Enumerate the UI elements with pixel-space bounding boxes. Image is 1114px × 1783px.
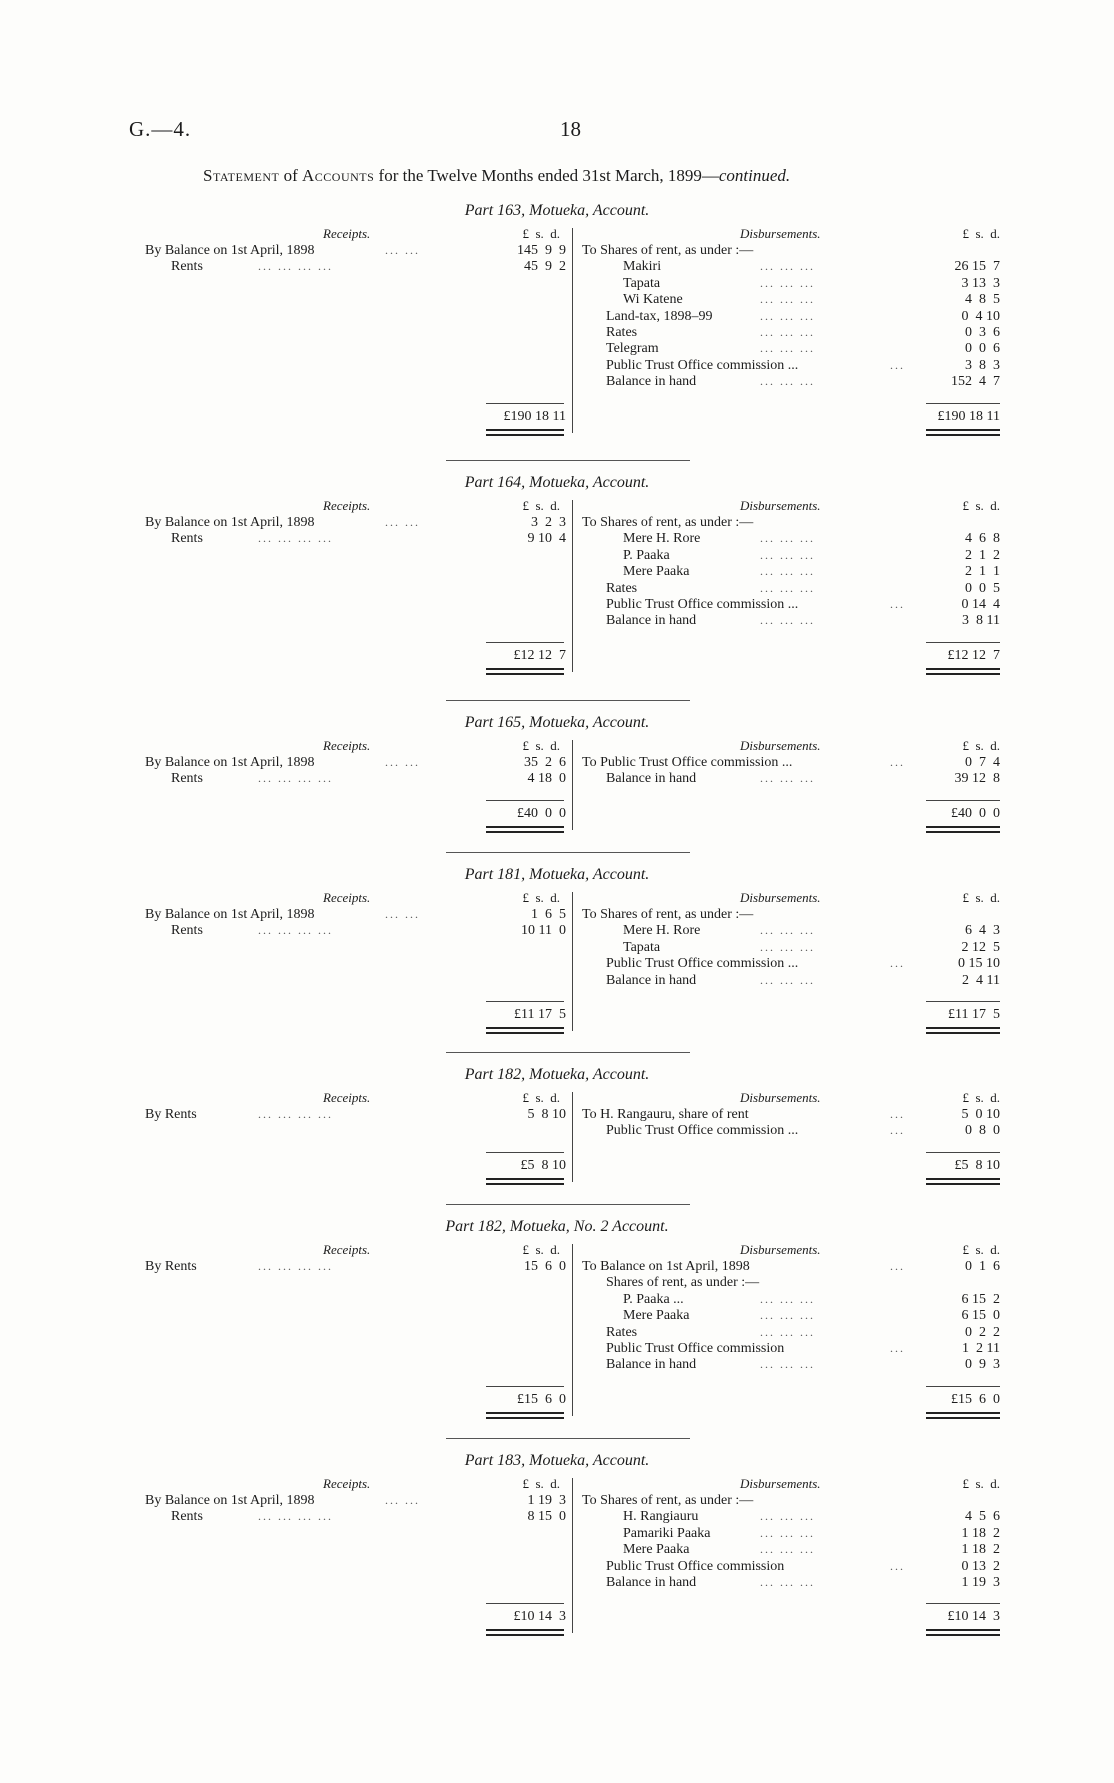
receipts-lsd-heading: £ s. d. (522, 226, 560, 241)
disbursements-heading: Disbursements. (740, 1476, 821, 1491)
disbursements-double-rule (926, 429, 1000, 436)
leader-dots: ... (890, 1558, 905, 1573)
receipts-heading: Receipts. (323, 1476, 371, 1491)
leader-dots: ... ... ... (760, 547, 815, 562)
receipt-amount: 8 15 0 (527, 1509, 566, 1525)
leader-dots: ... ... ... (760, 308, 815, 323)
account-title: Part 164, Motueka, Account. (464, 474, 650, 491)
leader-dots: ... ... ... (760, 1324, 815, 1339)
section-divider (446, 1052, 690, 1053)
leader-dots: ... ... ... (760, 531, 815, 546)
disbursement-line: P. Paaka (623, 547, 670, 563)
leader-dots: ... ... ... (760, 564, 815, 579)
leader-dots: ... ... ... ... (258, 1509, 333, 1524)
disbursements-heading: Disbursements. (740, 498, 821, 513)
disbursement-amount: 0 0 6 (965, 341, 1000, 357)
leader-dots: ... ... ... (760, 259, 815, 274)
receipts-heading: Receipts. (323, 226, 371, 241)
disbursements-total: £12 12 7 (947, 647, 1000, 663)
leader-dots: ... ... ... ... (258, 531, 333, 546)
leader-dots: ... ... (385, 755, 420, 769)
disbursement-line: H. Rangiauru (623, 1509, 699, 1525)
receipt-text: Rents (171, 259, 203, 275)
disbursement-amount: 6 4 3 (965, 923, 1000, 939)
leader-dots: ... ... ... (760, 1308, 815, 1323)
receipts-lsd-heading: £ s. d. (522, 890, 560, 905)
disbursement-line: Land-tax, 1898–99 (606, 308, 713, 324)
disbursement-amount: 4 6 8 (965, 531, 1000, 547)
leader-dots: ... (890, 1107, 905, 1121)
disbursement-line: Wi Katene (623, 292, 683, 308)
receipt-text: By Rents (145, 1107, 197, 1122)
column-divider (572, 892, 573, 1031)
disbursement-line: To Shares of rent, as under :— (582, 1493, 754, 1508)
leader-dots: ... ... ... ... (258, 771, 333, 786)
receipt-line (145, 515, 315, 531)
disbursement-line: Balance in hand (606, 374, 697, 390)
leader-dots: ... ... (385, 515, 420, 529)
receipts-double-rule (486, 826, 564, 833)
disbursements-lsd-heading: £ s. d. (962, 1090, 1000, 1105)
receipt-text: By Balance on 1st April, 1898 (145, 515, 315, 530)
receipt-amount: 15 6 0 (524, 1259, 566, 1274)
leader-dots: ... ... ... (760, 275, 815, 290)
column-divider (572, 1478, 573, 1633)
receipts-total: £190 18 11 (503, 408, 566, 424)
receipt-line (145, 755, 315, 771)
disbursement-amount: 0 4 10 (961, 308, 1000, 324)
disbursement-line: Mere H. Rore (623, 531, 701, 547)
disbursement-amount: 3 8 11 (962, 613, 1000, 629)
receipts-double-rule (486, 1027, 564, 1034)
account-title: Part 182, Motueka, No. 2 Account. (445, 1218, 669, 1235)
receipts-lsd-heading: £ s. d. (522, 498, 560, 513)
disbursement-line: Rates (606, 580, 638, 596)
leader-dots: ... ... ... ... (258, 1107, 333, 1121)
statement-word-3: Accounts (302, 166, 375, 185)
receipts-total: £15 6 0 (517, 1391, 566, 1407)
receipt-amount: 145 9 9 (517, 243, 566, 258)
receipts-total: £12 12 7 (513, 647, 566, 663)
receipts-heading: Receipts. (323, 890, 371, 905)
receipt-amount: 35 2 6 (524, 755, 566, 770)
disbursement-amount: 4 8 5 (965, 292, 1000, 308)
disbursement-amount: 152 4 7 (951, 374, 1000, 390)
disbursement-amount: 2 1 2 (965, 547, 1000, 563)
receipt-text: By Balance on 1st April, 1898 (145, 1493, 315, 1508)
disbursements-heading: Disbursements. (740, 1242, 821, 1257)
disbursements-total: £10 14 3 (947, 1609, 1000, 1625)
receipt-text: By Balance on 1st April, 1898 (145, 907, 315, 922)
leader-dots: ... ... ... (760, 1509, 815, 1524)
disbursements-total: £190 18 11 (937, 408, 1000, 424)
receipts-double-rule (486, 1412, 564, 1419)
disbursements-double-rule (926, 668, 1000, 675)
receipts-heading: Receipts. (323, 738, 371, 753)
receipt-amount: 4 18 0 (527, 771, 566, 787)
statement-title (203, 166, 790, 186)
receipts-total: £11 17 5 (514, 1007, 566, 1022)
disbursement-line: To H. Rangauru, share of rent (582, 1107, 749, 1122)
leader-dots: ... ... ... (760, 325, 815, 339)
account-title: Part 183, Motueka, Account. (464, 1452, 650, 1469)
disbursement-line: P. Paaka ... (623, 1291, 684, 1307)
disbursement-amount: 0 3 6 (965, 325, 1000, 340)
receipts-heading: Receipts. (323, 1242, 371, 1257)
receipt-line (171, 259, 203, 275)
disbursements-heading: Disbursements. (740, 1090, 821, 1105)
leader-dots: ... ... ... (760, 972, 815, 987)
disbursements-double-rule (926, 1027, 1000, 1034)
disbursements-sum-rule (926, 403, 1000, 404)
disbursement-amount: 0 7 4 (965, 755, 1000, 770)
receipt-text: Rents (171, 923, 203, 939)
leader-dots: ... ... ... (760, 939, 815, 954)
section-divider (446, 1438, 690, 1439)
receipts-total: £5 8 10 (520, 1157, 566, 1173)
receipts-double-rule (486, 429, 564, 436)
column-divider (572, 1092, 573, 1182)
receipts-heading: Receipts. (323, 1090, 371, 1105)
receipt-amount: 1 6 5 (531, 907, 566, 922)
disbursement-line: Mere Paaka (623, 1308, 690, 1324)
disbursement-line: Public Trust Office commission ... (606, 1123, 799, 1139)
disbursements-sum-rule (926, 1152, 1000, 1153)
leader-dots: ... ... ... (760, 341, 815, 356)
receipt-text: By Balance on 1st April, 1898 (145, 243, 315, 258)
disbursement-line: To Public Trust Office commission ... (582, 755, 793, 770)
statement-word-2: of (283, 166, 298, 185)
disbursement-amount: 0 0 5 (965, 580, 1000, 596)
disbursement-line: Public Trust Office commission (606, 1341, 785, 1356)
disbursement-amount: 0 1 6 (965, 1259, 1000, 1274)
column-divider (572, 740, 573, 830)
disbursement-line: Tapata (623, 939, 661, 955)
receipt-amount: 10 11 0 (521, 923, 566, 939)
disbursement-line: Telegram (606, 341, 659, 357)
disbursements-total: £15 6 0 (951, 1391, 1000, 1407)
disbursement-amount: 0 13 2 (961, 1558, 1000, 1574)
disbursement-amount: 1 2 11 (962, 1341, 1000, 1356)
disbursements-double-rule (926, 826, 1000, 833)
leader-dots: ... ... ... (760, 1357, 815, 1372)
disbursement-line: To Balance on 1st April, 1898 (582, 1259, 750, 1274)
disbursements-total: £5 8 10 (954, 1157, 1000, 1173)
statement-continued: continued. (718, 166, 791, 185)
disbursement-amount: 4 5 6 (965, 1509, 1000, 1525)
receipt-line (145, 243, 315, 259)
receipt-text: Rents (171, 1509, 203, 1525)
disbursement-line: Mere Paaka (623, 564, 690, 580)
leader-dots: ... ... (385, 907, 420, 921)
receipts-sum-rule (486, 1001, 564, 1002)
disbursement-amount: 0 14 4 (961, 597, 1000, 612)
leader-dots: ... ... ... ... (258, 923, 333, 938)
disbursement-line: Balance in hand (606, 771, 697, 787)
leader-dots: ... ... ... ... (258, 259, 333, 274)
disbursement-amount: 0 9 3 (965, 1357, 1000, 1373)
disbursement-line: To Shares of rent, as under :— (582, 515, 754, 530)
disbursement-amount: 0 2 2 (965, 1324, 1000, 1340)
disbursement-line: Public Trust Office commission ... (606, 597, 799, 612)
receipt-text: Rents (171, 771, 203, 787)
receipt-line (171, 923, 203, 939)
receipt-amount: 3 2 3 (531, 515, 566, 530)
account-title: Part 165, Motueka, Account. (464, 714, 650, 731)
disbursement-line: Public Trust Office commission ... (606, 956, 799, 972)
disbursements-heading: Disbursements. (740, 738, 821, 753)
disbursement-line: Balance in hand (606, 1357, 697, 1373)
leader-dots: ... (890, 956, 905, 971)
disbursements-double-rule (926, 1178, 1000, 1185)
disbursement-line: Mere Paaka (623, 1542, 690, 1558)
receipt-amount: 1 19 3 (527, 1493, 566, 1508)
receipt-line (171, 771, 203, 787)
leader-dots: ... (890, 1341, 905, 1355)
disbursement-line: Makiri (623, 259, 662, 275)
receipts-lsd-heading: £ s. d. (522, 1476, 560, 1491)
disbursements-lsd-heading: £ s. d. (962, 498, 1000, 513)
receipts-total: £10 14 3 (513, 1609, 566, 1625)
disbursements-heading: Disbursements. (740, 226, 821, 241)
section-divider (446, 700, 690, 701)
leader-dots: ... ... (385, 243, 420, 257)
receipt-line (145, 907, 315, 923)
receipt-text: By Balance on 1st April, 1898 (145, 755, 315, 770)
disbursements-sum-rule (926, 1001, 1000, 1002)
disbursements-double-rule (926, 1629, 1000, 1636)
disbursement-amount: 3 8 3 (965, 357, 1000, 373)
leader-dots: ... ... (385, 1493, 420, 1507)
leader-dots: ... (890, 1259, 905, 1273)
receipts-sum-rule (486, 642, 564, 643)
receipts-total: £40 0 0 (517, 805, 566, 821)
leader-dots: ... (890, 1123, 905, 1138)
disbursement-line: Shares of rent, as under :— (606, 1275, 760, 1291)
disbursement-line: Tapata (623, 275, 661, 291)
disbursement-line: Public Trust Office commission ... (606, 357, 799, 373)
disbursement-line: To Shares of rent, as under :— (582, 907, 754, 922)
disbursement-line: Pamariki Paaka (623, 1525, 711, 1541)
disbursements-lsd-heading: £ s. d. (962, 738, 1000, 753)
receipts-sum-rule (486, 800, 564, 801)
disbursements-sum-rule (926, 1603, 1000, 1604)
account-title: Part 181, Motueka, Account. (464, 866, 650, 883)
leader-dots: ... ... ... (760, 580, 815, 595)
leader-dots: ... ... ... (760, 1575, 815, 1589)
leader-dots: ... ... ... (760, 374, 815, 389)
receipts-sum-rule (486, 403, 564, 404)
disbursement-amount: 0 15 10 (958, 956, 1000, 972)
disbursements-heading: Disbursements. (740, 890, 821, 905)
document-reference: G.—4. (129, 117, 192, 141)
leader-dots: ... ... ... (760, 923, 815, 938)
receipts-double-rule (486, 1629, 564, 1636)
receipt-line (145, 1107, 197, 1123)
receipts-double-rule (486, 1178, 564, 1185)
receipt-amount: 9 10 4 (527, 531, 566, 547)
section-divider (446, 1204, 690, 1205)
disbursements-sum-rule (926, 642, 1000, 643)
receipt-text: Rents (171, 531, 203, 547)
leader-dots: ... ... ... (760, 1525, 815, 1540)
account-title: Part 163, Motueka, Account. (464, 202, 650, 219)
receipts-lsd-heading: £ s. d. (522, 738, 560, 753)
receipt-amount: 5 8 10 (527, 1107, 566, 1122)
leader-dots: ... ... ... (760, 771, 815, 786)
disbursement-amount: 2 4 11 (962, 972, 1000, 988)
disbursements-lsd-heading: £ s. d. (962, 226, 1000, 241)
disbursement-line: Balance in hand (606, 972, 697, 988)
disbursement-line: Rates (606, 1324, 638, 1340)
section-divider (446, 852, 690, 853)
receipt-line (171, 531, 203, 547)
statement-word-1: Statement (203, 166, 280, 185)
receipts-sum-rule (486, 1386, 564, 1387)
disbursement-line: Balance in hand (606, 1575, 697, 1590)
leader-dots: ... (890, 597, 905, 611)
receipt-text: By Rents (145, 1259, 197, 1274)
receipt-amount: 45 9 2 (524, 259, 566, 275)
disbursement-line: Rates (606, 325, 638, 340)
leader-dots: ... (890, 357, 905, 372)
disbursement-line: Balance in hand (606, 613, 697, 629)
leader-dots: ... (890, 755, 905, 769)
disbursement-amount: 26 15 7 (954, 259, 1000, 275)
leader-dots: ... ... ... ... (258, 1259, 333, 1273)
leader-dots: ... ... ... (760, 1291, 815, 1306)
disbursement-amount: 1 19 3 (961, 1575, 1000, 1590)
disbursements-sum-rule (926, 1386, 1000, 1387)
receipts-heading: Receipts. (323, 498, 371, 513)
disbursement-amount: 0 8 0 (965, 1123, 1000, 1139)
account-title: Part 182, Motueka, Account. (464, 1066, 650, 1083)
leader-dots: ... ... ... (760, 613, 815, 628)
disbursement-line: To Shares of rent, as under :— (582, 243, 754, 258)
receipts-sum-rule (486, 1152, 564, 1153)
leader-dots: ... ... ... (760, 292, 815, 307)
column-divider (572, 228, 573, 433)
receipts-double-rule (486, 668, 564, 675)
disbursement-amount: 2 1 1 (965, 564, 1000, 580)
page-number: 18 (560, 117, 581, 141)
disbursements-total: £40 0 0 (951, 805, 1000, 821)
disbursement-amount: 1 18 2 (961, 1542, 1000, 1558)
leader-dots: ... ... ... (760, 1542, 815, 1557)
disbursements-lsd-heading: £ s. d. (962, 1242, 1000, 1257)
receipt-line (145, 1493, 315, 1509)
disbursements-double-rule (926, 1412, 1000, 1419)
disbursement-line: Mere H. Rore (623, 923, 701, 939)
disbursements-sum-rule (926, 800, 1000, 801)
column-divider (572, 500, 573, 672)
receipts-sum-rule (486, 1603, 564, 1604)
disbursements-lsd-heading: £ s. d. (962, 890, 1000, 905)
receipt-line (145, 1259, 197, 1275)
column-divider (572, 1244, 573, 1416)
disbursements-lsd-heading: £ s. d. (962, 1476, 1000, 1491)
statement-rest: for the Twelve Months ended 31st March, 1899— (378, 166, 719, 185)
disbursement-amount: 5 0 10 (961, 1107, 1000, 1122)
disbursement-amount: 6 15 0 (961, 1308, 1000, 1324)
receipts-lsd-heading: £ s. d. (522, 1242, 560, 1257)
section-divider (446, 460, 690, 461)
disbursement-amount: 3 13 3 (961, 275, 1000, 291)
disbursement-amount: 6 15 2 (961, 1291, 1000, 1307)
receipt-line (171, 1509, 203, 1525)
disbursement-line: Public Trust Office commission (606, 1558, 785, 1574)
disbursement-amount: 39 12 8 (954, 771, 1000, 787)
disbursement-amount: 1 18 2 (961, 1525, 1000, 1541)
disbursements-total: £11 17 5 (948, 1007, 1000, 1022)
disbursement-amount: 2 12 5 (961, 939, 1000, 955)
receipts-lsd-heading: £ s. d. (522, 1090, 560, 1105)
